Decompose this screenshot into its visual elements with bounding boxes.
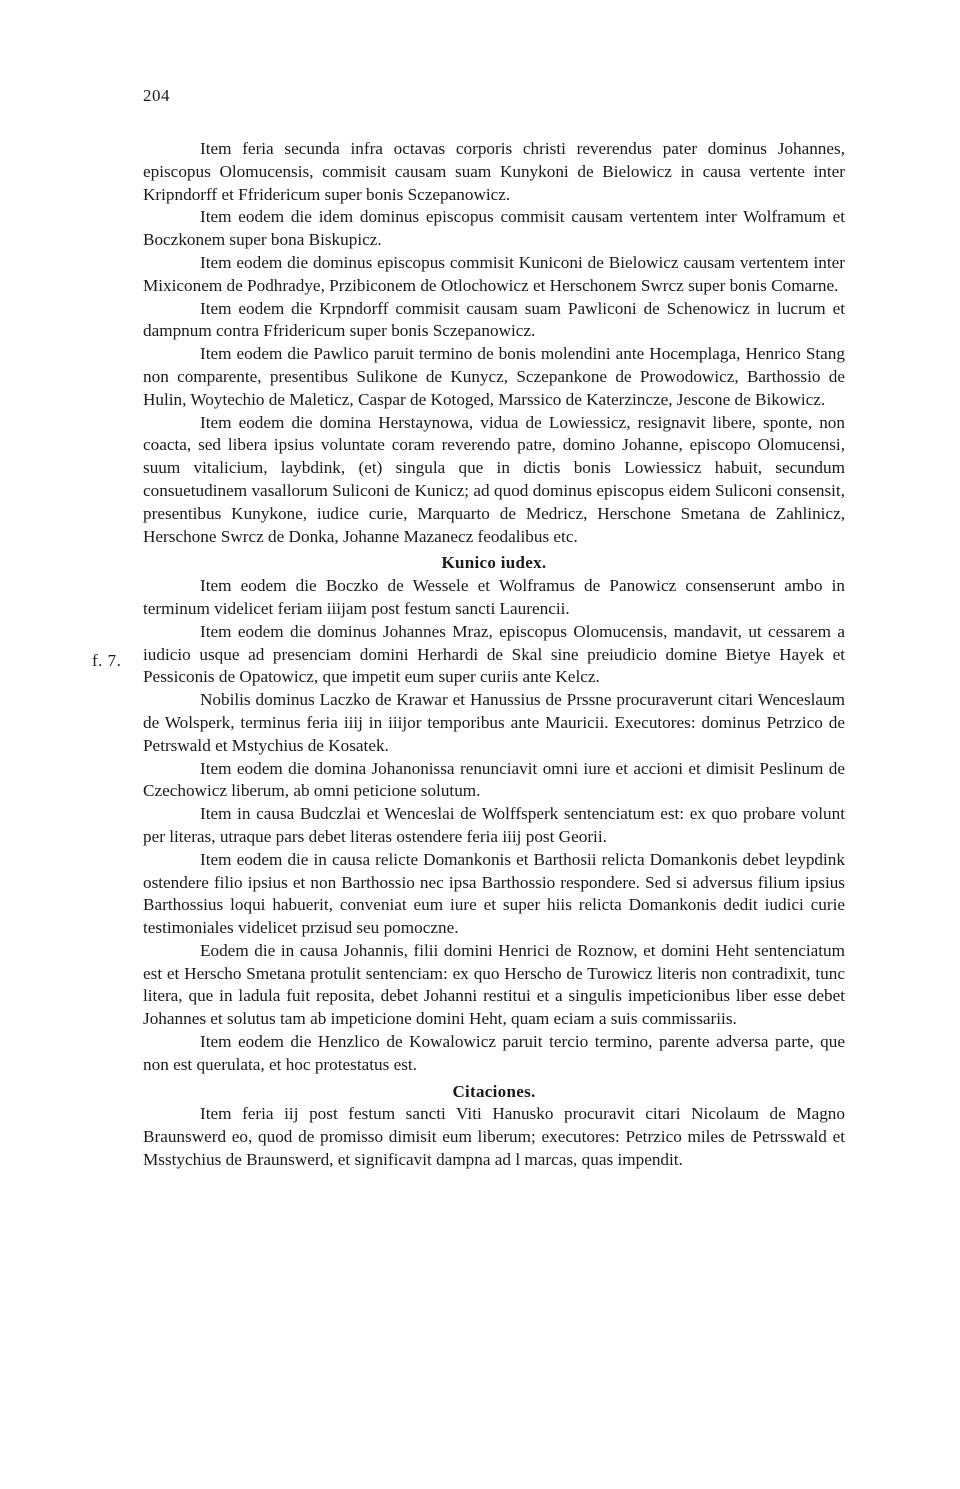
paragraph: Item in causa Budczlai et Wenceslai de Wolffsperk sentenciatum est: ex quo probare volunt per literas, utraque pars debet literas ostendere feria iiij post Georii. — [143, 804, 845, 846]
paragraph: Item eodem die Krpndorff commisit causam suam Pawliconi de Schenowicz in lucrum et dampnum contra Ffridericum super bonis Sczepanowicz. — [143, 298, 845, 341]
folio-margin-note: f. 7. — [92, 651, 122, 670]
body-text — [143, 138, 845, 1172]
section-heading-citaciones: Citaciones. — [452, 1081, 536, 1101]
paragraph: Item eodem die Pawlico paruit termino de bonis molendini ante Hocemplaga, Henrico Stang non comparente, presentibus Sulikone de Kunycz, Sczepankone de Prowodowicz, Barthossio de Hulin, Woytechio de Maleticz, Caspar de Kotoged, Marssico de Katerzincze, Jescone de Bikowicz. — [143, 344, 845, 409]
paragraph: Item eodem die Boczko de Wessele et Wolframus de Panowicz consenserunt ambo in terminum videlicet feriam iiijam post festum sancti Laurencii. — [143, 576, 845, 618]
paragraph: Item eodem die Henzlico de Kowalowicz paruit tercio termino, parente adversa parte, que non est querulata, et hoc protestatus est. — [143, 1032, 845, 1074]
paragraph: Eodem die in causa Johannis, filii domini Henrici de Roznow, et domini Heht sentenciatum est et Herscho Smetana protulit sentenciam: ex quo Herscho de Turowicz literis non contradixit, tunc litera, que in ladula fuit reposita, debet Johanni restitui et a singulis impeticionibus liber esse debet Johannes et solutus tam ab impeticione domini Heht, quam eciam a suis commissariis. — [143, 940, 845, 1029]
paragraph: Item eodem die dominus episcopus commisit Kuniconi de Bielowicz causam vertentem inter Mixiconem de Podhradye, Przibiconem de Otlochowicz et Herschonem Swrcz super bonis Comarne. — [143, 252, 845, 295]
paragraph: Item eodem die domina Johanonissa renunciavit omni iure et accioni et dimisit Peslinum de Czechowicz liberum, ab omni peticione solutum. — [143, 758, 845, 801]
paragraph: Item feria iij post festum sancti Viti Hanusko procuravit citari Nicolaum de Magno Braunswerd eo, quod de promisso dimisit eum liberum; executores: Petrzico miles de Petrsswald et Msstychius de Braunswerd, et significavit dampna ad l marcas, quas impendit. — [143, 1104, 845, 1170]
paragraph: Nobilis dominus Laczko de Krawar et Hanussius de Prssne procuraverunt citari Wenceslaum de Wolsperk, terminus feria iiij in iiijor temporibus ante Mauricii. Executores: dominus Petrzico de Petrswald et Mstychius de Kosatek. — [143, 690, 845, 755]
paragraph: Item feria secunda infra octavas corporis christi reverendus pater dominus Johannes, episcopus Olomucensis, commisit causam suam Kunykoni de Bielowicz in causa vertente inter Kripndorff et Ffridericum super bonis Sczepanowicz. — [143, 139, 845, 204]
section-heading-kunico-iudex: Kunico iudex. — [441, 553, 547, 573]
paragraph: Item eodem die dominus Johannes Mraz, episcopus Olomucensis, mandavit, ut cessarem a iudicio usque ad presenciam domini Herhardi de Skal sine preiudicio domine Bietye Hayek et Pessiconis de Opatowicz, que impetit eum super curiis ante Kelcz. — [143, 621, 845, 687]
paragraph: Item eodem die idem dominus episcopus commisit causam vertentem inter Wolframum et Boczkonem super bona Biskupicz. — [143, 207, 845, 250]
paragraph: Item eodem die in causa relicte Domankonis et Barthosii relicta Domankonis debet leypdink ostendere filio ipsius et non Barthossio nec ipsa Barthossio respondere. Sed si adversus filium ipsius Barthossius loqui habuerit, conveniat eum iure et super hiis relicta Domankonis dedit iudici curie testimoniales videlicet przisud seu pomoczne. — [143, 849, 845, 938]
paragraph: Item eodem die domina Herstaynowa, vidua de Lowiessicz, resignavit libere, sponte, non coacta, sed libera ipsius voluntate coram reverendo patre, domino Johanne, episcopo Olomucensi, suum vitalicium, laybdink, (et) singula que in dictis bonis Lowiessicz habuit, secundum consuetudinem vasallorum Suliconi de Kunicz; ad quod dominus episcopus eidem Suliconi consensit, presentibus Kunykone, iudice curie, Marquarto de Medricz, Herschone Smetana de Zahlinicz, Herschone Swrcz de Donka, Johanne Mazanecz feodalibus etc. — [143, 412, 845, 546]
page-number: 204 — [143, 86, 170, 105]
